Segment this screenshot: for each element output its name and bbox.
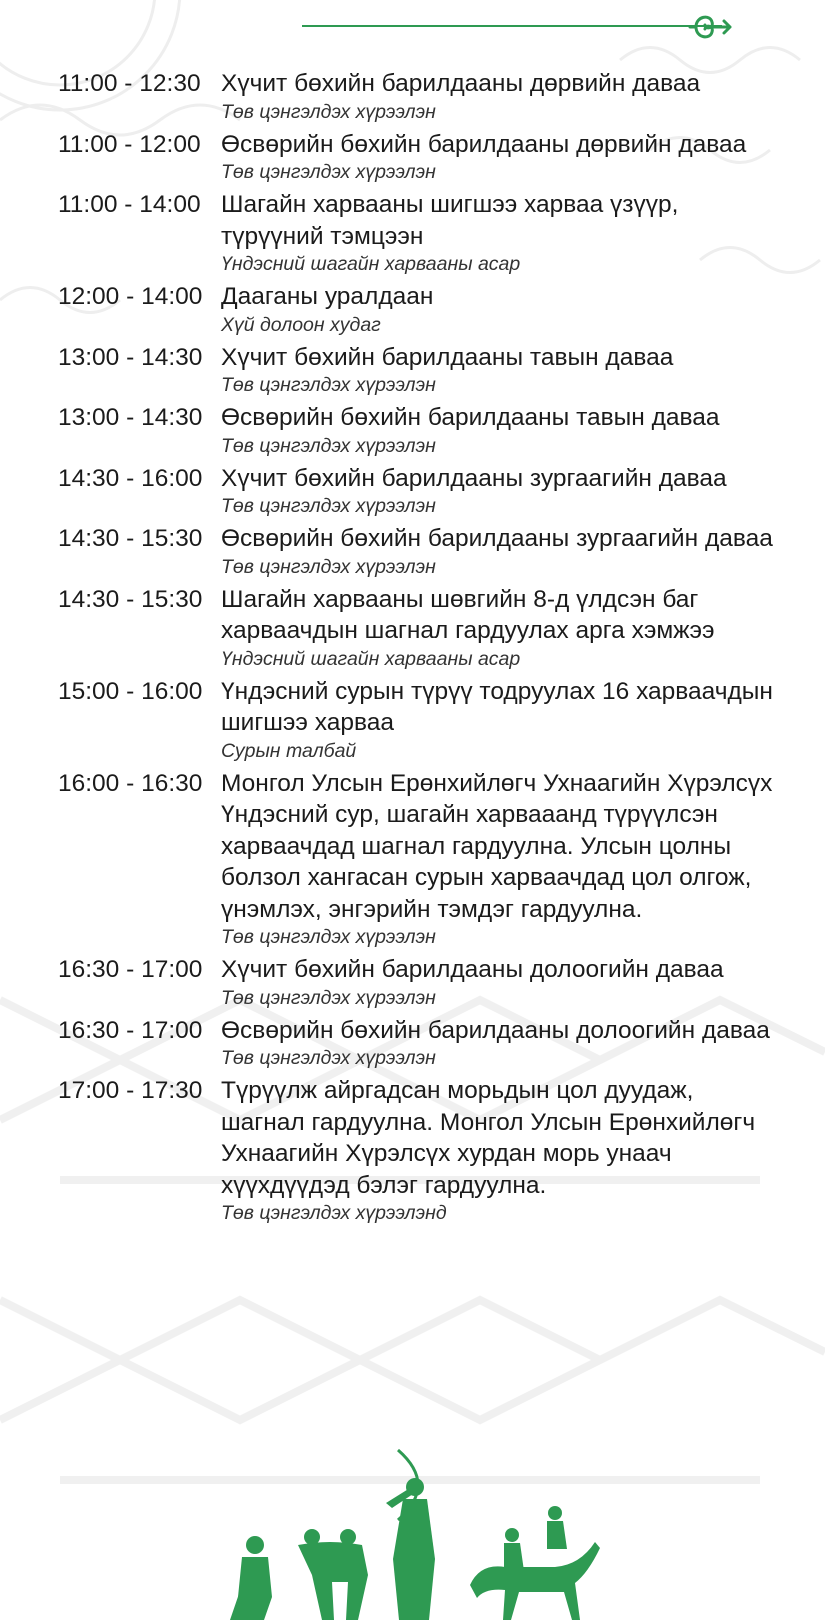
wrestlers-icon [298,1529,368,1620]
schedule-item [58,1015,778,1072]
event-venue: Төв цэнгэлдэх хүрээлэн [221,434,436,457]
event-title: Монгол Улсын Ерөнхийлөгч Ухнаагийн Хүрэлсүх Үндэсний сур, шагайн харвааанд түрүүлсэн харваачдад шагнал гардуулна. Улсын цолны болзол хангасан сурын харваачдад цол олгож, үнэмлэх, энгэрийн тэмдэг гардуулна. [221,769,773,923]
schedule-item [58,584,778,672]
ornament-scroll-icon [688,6,738,48]
event-title: Дааганы уралдаан [221,283,434,310]
event-time: 17:00 - 17:30 [58,1077,203,1104]
event-venue: Төв цэнгэлдэх хүрээлэн [221,100,436,123]
event-time: 14:30 - 15:30 [58,525,203,552]
schedule-item [58,463,778,520]
event-venue: Төв цэнгэлдэх хүрээлэн [221,986,436,1009]
event-venue: Үндэсний шагайн харвааны асар [221,253,521,275]
event-time: 12:00 - 14:00 [58,283,203,310]
event-title: Хүчит бөхийн барилдааны зургаагийн даваа [221,464,727,492]
event-venue: Төв цэнгэлдэх хүрээлэнд [221,1202,447,1224]
schedule-item [58,676,778,764]
event-time: 14:30 - 16:00 [58,464,203,492]
horse-riders-icon [470,1506,600,1620]
event-venue: Хүй долоон худаг [221,313,381,336]
event-title: Хүчит бөхийн барилдааны долоогийн даваа [221,956,724,983]
event-time: 13:00 - 14:30 [58,404,203,431]
event-time: 14:30 - 15:30 [58,585,203,613]
event-time: 15:00 - 16:00 [58,677,203,705]
event-venue: Төв цэнгэлдэх хүрээлэн [221,374,436,396]
schedule-item [58,189,778,277]
event-title: Хүчит бөхийн барилдааны тавын даваа [221,343,674,371]
schedule-item [58,402,778,459]
event-time: 13:00 - 14:30 [58,343,203,371]
event-time: 11:00 - 12:00 [58,130,201,158]
schedule-item [58,954,778,1011]
schedule-item [58,68,778,125]
schedule-item [58,523,778,580]
event-time: 16:00 - 16:30 [58,769,203,797]
event-time: 11:00 - 14:00 [58,191,201,218]
event-title: Өсвөрийн бөхийн барилдааны дөрвийн даваа [221,130,747,158]
schedule-item [58,342,778,399]
event-title: Үндэсний сурын түрүү тодруулах 16 харваачдын шигшээ харваа [221,677,773,736]
archer-icon [230,1536,272,1620]
event-venue: Төв цэнгэлдэх хүрээлэн [221,161,436,183]
event-title: Хүчит бөхийн барилдааны дөрвийн даваа [221,70,701,97]
event-title: Шагайн харвааны шигшээ харваа үзүүр, түрүүний тэмцээн [221,191,679,250]
event-venue: Төв цэнгэлдэх хүрээлэн [221,555,436,578]
schedule-list [58,68,778,1230]
event-title: Шагайн харвааны шөвгийн 8-д үлдсэн баг харваачдын шагнал гардуулах арга хэмжээ [221,585,715,644]
event-venue: Үндэсний шагайн харвааны асар [221,647,521,670]
event-venue: Төв цэнгэлдэх хүрээлэн [221,926,436,948]
schedule-item [58,768,778,951]
event-time: 16:30 - 17:00 [58,956,203,983]
schedule-item [58,1075,778,1226]
event-time: 11:00 - 12:30 [58,70,201,97]
event-title: Өсвөрийн бөхийн барилдааны долоогийн даваа [221,1016,770,1044]
event-venue: Төв цэнгэлдэх хүрээлэн [221,1047,436,1069]
schedule-item [58,129,778,186]
event-time: 16:30 - 17:00 [58,1016,203,1044]
event-title: Өсвөрийн бөхийн барилдааны тавын даваа [221,404,720,431]
event-venue: Сурын талбай [221,739,357,762]
schedule-item [58,281,778,338]
bow-archer-icon [386,1450,435,1620]
event-title: Түрүүлж айргадсан морьдын цол дуудаж, шагнал гардуулна. Монгол Улсын Ерөнхийлөгч Ухнаагийн Хүрэлсүх хурдан морь унаач хүүхдүүдэд бэлэг гардуулна. [221,1077,756,1199]
event-venue: Төв цэнгэлдэх хүрээлэн [221,495,436,517]
event-title: Өсвөрийн бөхийн барилдааны зургаагийн даваа [221,525,773,552]
footer-illustration [220,1445,600,1620]
header-rule [302,25,722,27]
